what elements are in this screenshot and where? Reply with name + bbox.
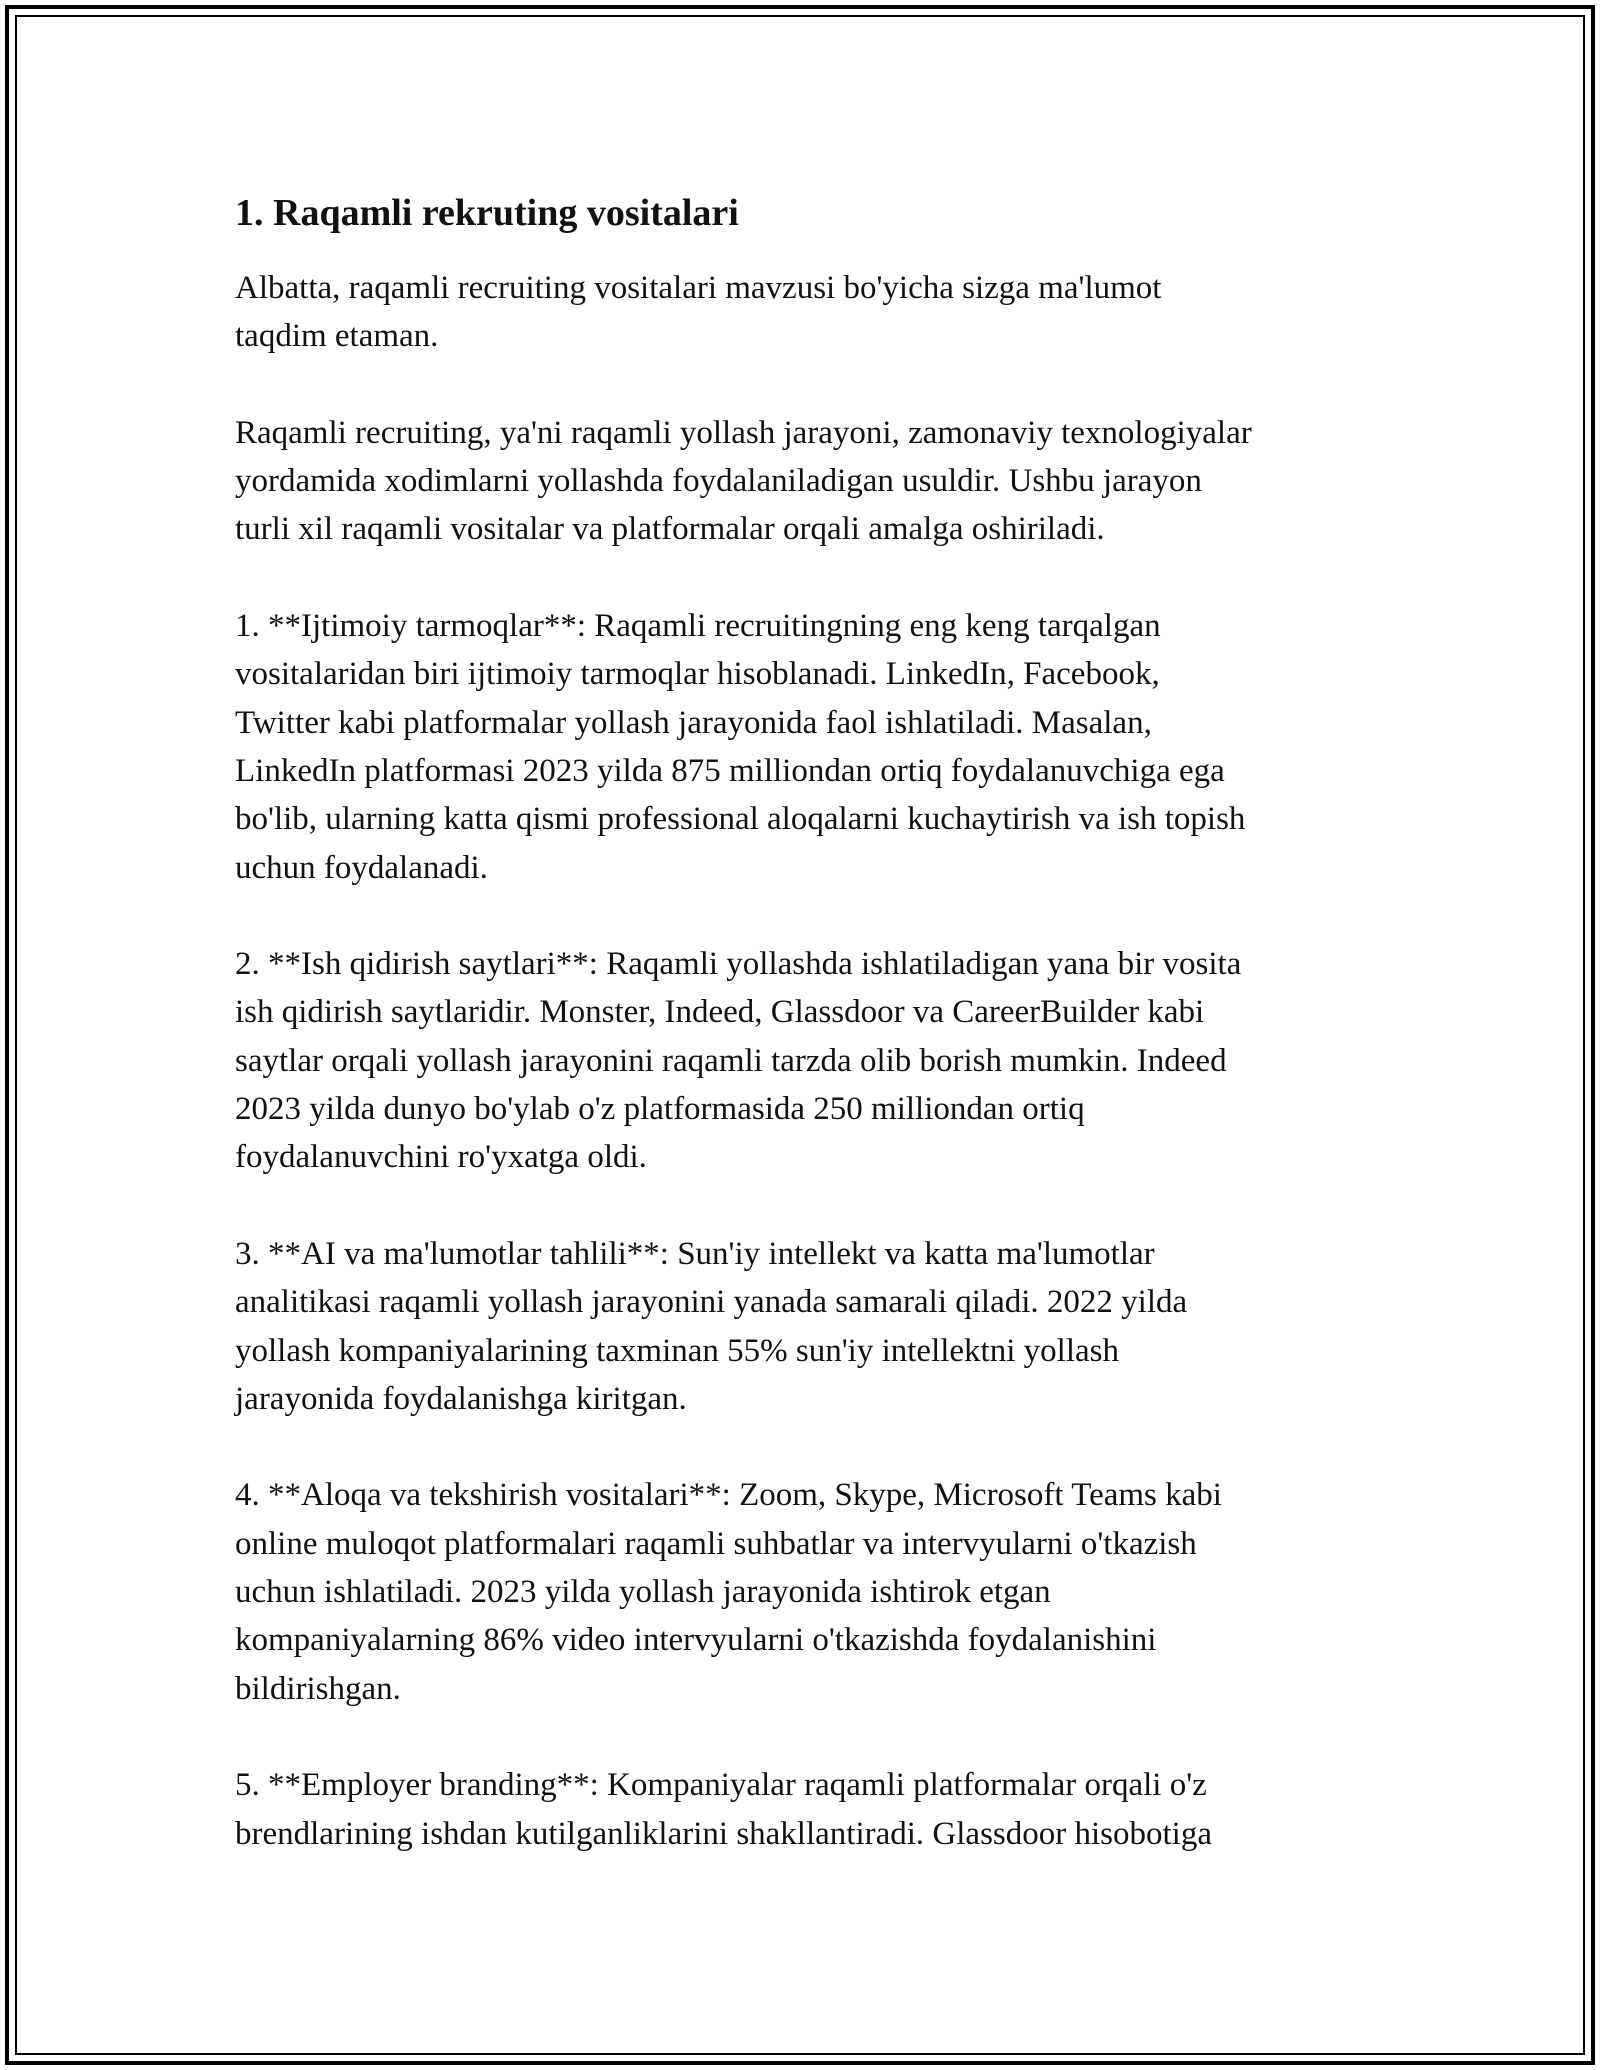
document-body — [235, 188, 1375, 1858]
section-heading: 1. Raqamli rekruting vositalari — [235, 192, 739, 234]
list-item-communication-tools: 4. **Aloqa va tekshirish vositalari**: Zoom, Skype, Microsoft Teams kabi online muloqot platformalari raqamli suhbatlar va intervyularni o'tkazish uchun ishlatiladi. 2023 yilda yollash jarayonida ishtirok etgan kompaniyalarning 86% video intervyularni o'tkazishda foydalanishini bildirishgan. — [235, 1477, 1222, 1707]
list-item-employer-branding: 5. **Employer branding**: Kompaniyalar raqamli platformalar orqali o'z brendlarining ishdan kutilganliklarini shakllantiradi. Glassdoor hisobotiga — [235, 1767, 1212, 1852]
intro-paragraph: Albatta, raqamli recruiting vositalari mavzusi bo'yicha sizga ma'lumot taqdim etaman. — [235, 270, 1162, 355]
list-item-social-networks: 1. **Ijtimoiy tarmoqlar**: Raqamli recruitingning eng keng tarqalgan vositalaridan biri ijtimoiy tarmoqlar hisoblanadi. LinkedIn, Facebook, Twitter kabi platformalar yollash jarayonida faol ishlatiladi. Masalan, LinkedIn platformasi 2023 yilda 875 milliondan ortiq foydalanuvchiga ega bo'lib, ularning katta qismi professional aloqalarni kuchaytirish va ish topish uchun foydalanadi. — [235, 608, 1246, 886]
list-item-job-sites: 2. **Ish qidirish saytlari**: Raqamli yollashda ishlatiladigan yana bir vosita ish qidirish saytlaridir. Monster, Indeed, Glassdoor va CareerBuilder kabi saytlar orqali yollash jarayonini raqamli tarzda olib borish mumkin. Indeed 2023 yilda dunyo bo'ylab o'z platformasida 250 milliondan ortiq foydalanuvchini ro'yxatga oldi. — [235, 946, 1242, 1176]
definition-paragraph: Raqamli recruiting, ya'ni raqamli yollash jarayoni, zamonaviy texnologiyalar yordamida xodimlarni yollashda foydalaniladigan usuldir. Ushbu jarayon turli xil raqamli vositalar va platformalar orqali amalga oshiriladi. — [235, 414, 1252, 548]
list-item-ai-analytics: 3. **AI va ma'lumotlar tahlili**: Sun'iy intellekt va katta ma'lumotlar analitikasi raqamli yollash jarayonini yanada samarali qiladi. 2022 yilda yollash kompaniyalarining taxminan 55% sun'iy intellektni yollash jarayonida foydalanishga kiritgan. — [235, 1235, 1188, 1417]
